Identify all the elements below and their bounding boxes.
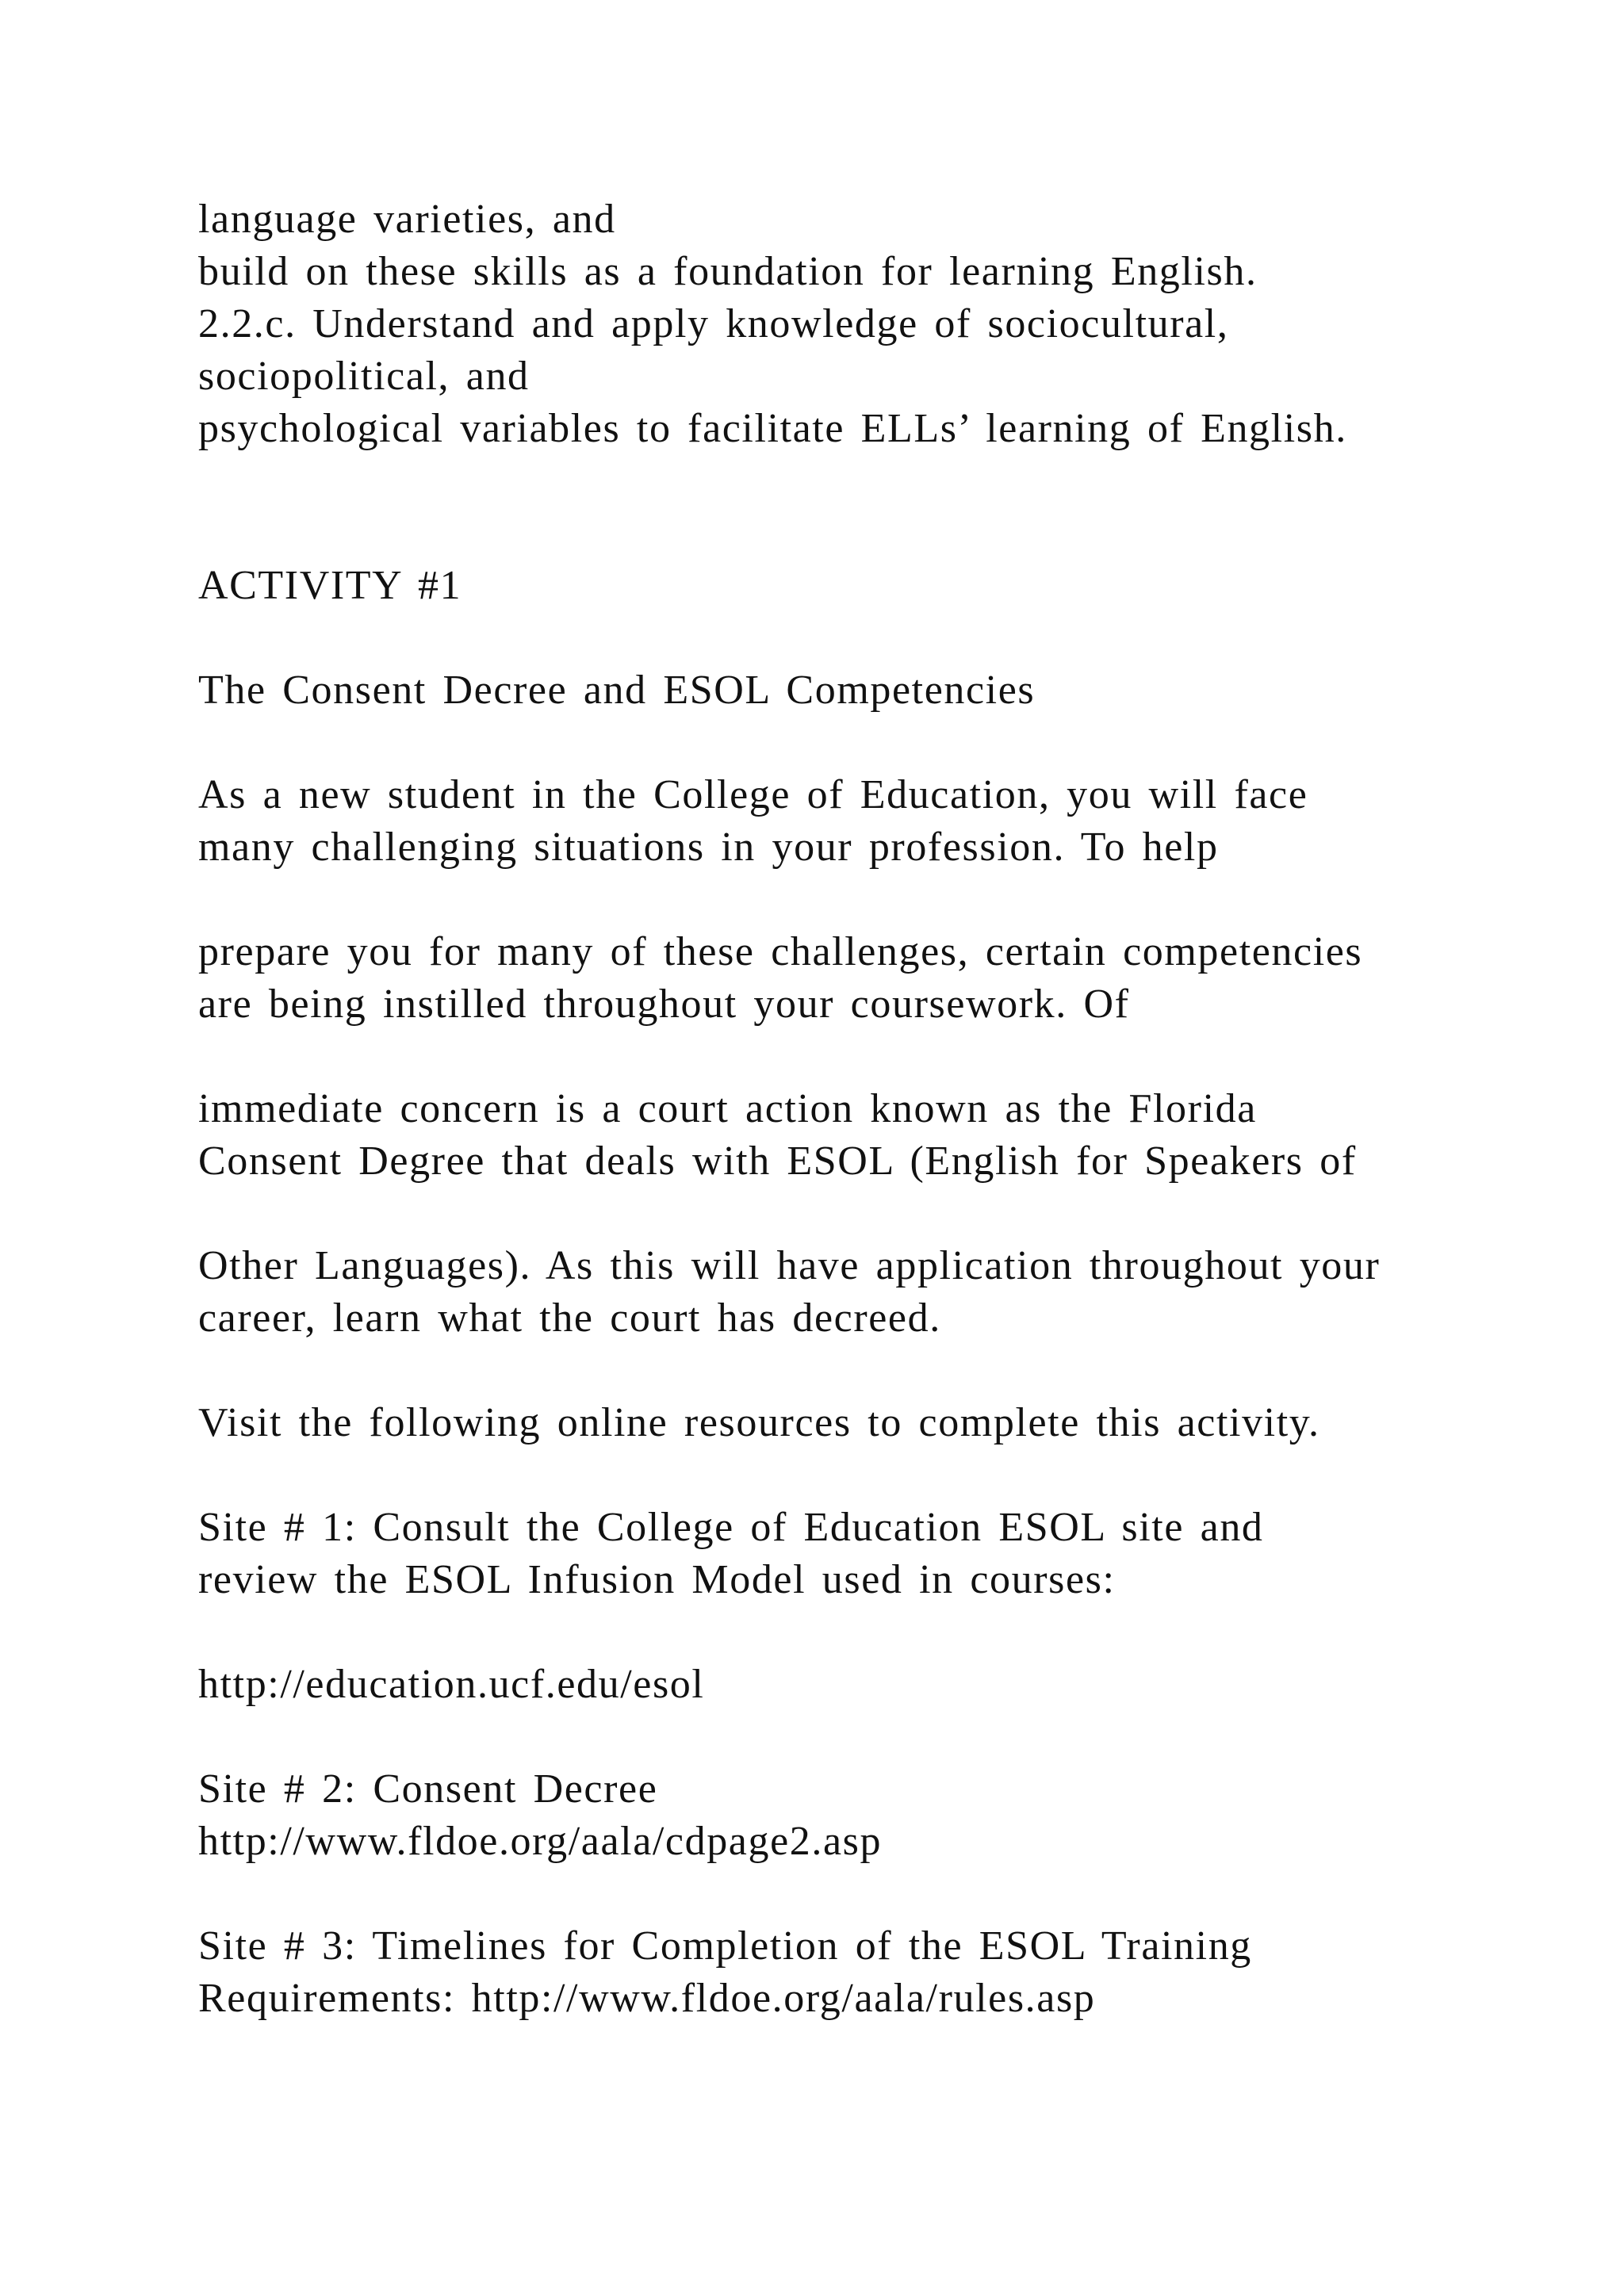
intro-line-5: psychological variables to facilitate ELLs’ learning of English. bbox=[198, 406, 1347, 451]
site1-line-1: Site # 1: Consult the College of Education ESOL site and bbox=[198, 1505, 1264, 1550]
document-body bbox=[198, 193, 1499, 2025]
para2-line-2: are being instilled throughout your coursework. Of bbox=[198, 982, 1130, 1027]
intro-line-1: language varieties, and bbox=[198, 197, 616, 242]
para1-line-1: As a new student in the College of Education, you will face bbox=[198, 772, 1308, 817]
site2-line-1: Site # 2: Consent Decree bbox=[198, 1766, 658, 1812]
intro-line-4: sociopolitical, and bbox=[198, 354, 530, 399]
para4-line-1: Other Languages). As this will have application throughout your bbox=[198, 1243, 1381, 1288]
intro-line-3: 2.2.c. Understand and apply knowledge of sociocultural, bbox=[198, 301, 1229, 346]
site3-line-1: Site # 3: Timelines for Completion of the ESOL Training bbox=[198, 1923, 1252, 1969]
para4-line-2: career, learn what the court has decreed. bbox=[198, 1295, 941, 1341]
para3-line-1: immediate concern is a court action known as the Florida bbox=[198, 1086, 1257, 1131]
para1-line-2: many challenging situations in your profession. To help bbox=[198, 825, 1219, 870]
para3-line-2: Consent Degree that deals with ESOL (English for Speakers of bbox=[198, 1138, 1357, 1184]
site1-url: http://education.ucf.edu/esol bbox=[198, 1662, 705, 1707]
activity-heading: ACTIVITY #1 bbox=[198, 563, 462, 608]
site1-line-2: review the ESOL Infusion Model used in courses: bbox=[198, 1557, 1116, 1602]
site3-line-2: Requirements: http://www.fldoe.org/aala/rules.asp bbox=[198, 1976, 1096, 2021]
intro-line-2: build on these skills as a foundation for learning English. bbox=[198, 249, 1258, 294]
site2-url: http://www.fldoe.org/aala/cdpage2.asp bbox=[198, 1819, 883, 1864]
section-title: The Consent Decree and ESOL Competencies bbox=[198, 668, 1036, 713]
visit-line: Visit the following online resources to complete this activity. bbox=[198, 1400, 1320, 1445]
para2-line-1: prepare you for many of these challenges, certain competencies bbox=[198, 929, 1363, 974]
